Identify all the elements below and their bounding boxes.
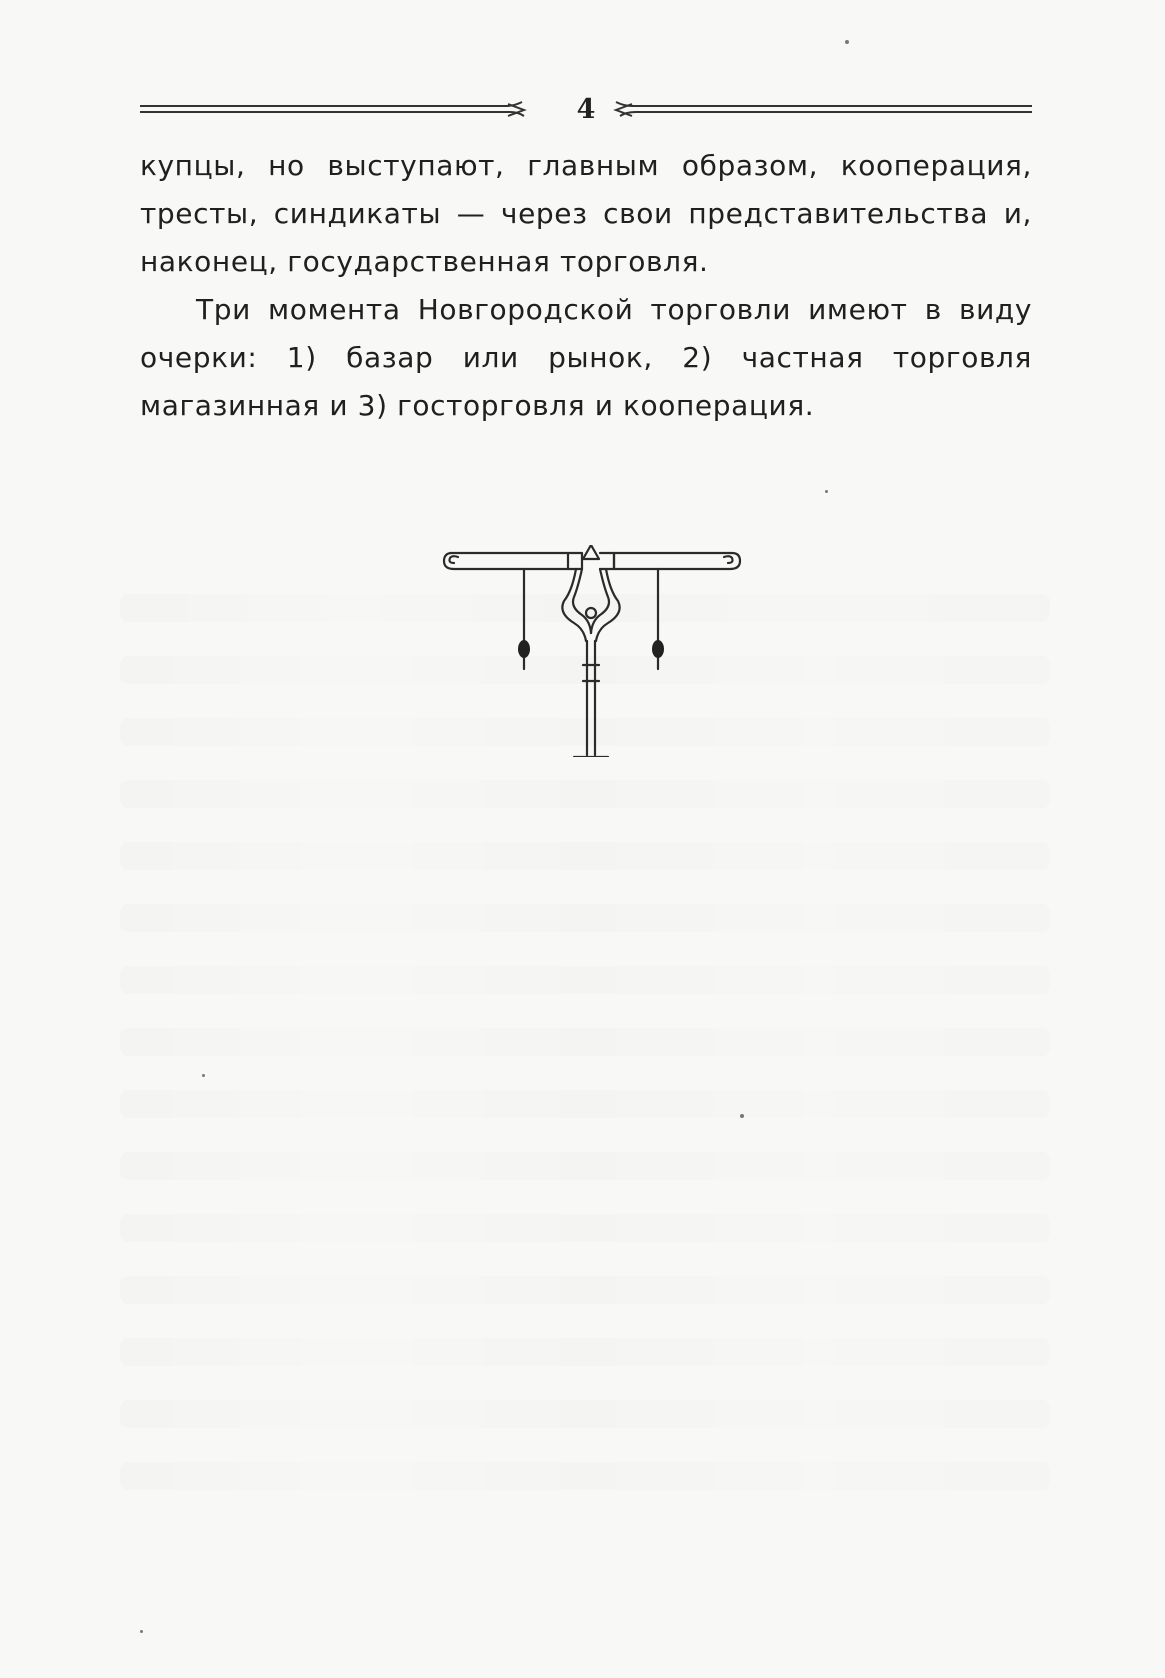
paper-speck (825, 490, 828, 493)
paper-speck (140, 1630, 143, 1633)
text-line: купцы, но выступают, главным образом, кооперация, (140, 149, 1032, 182)
paper-speck (845, 40, 849, 44)
text-line: Три момента Новгородской торговли имеют в виду (196, 293, 1032, 326)
paper-speck (202, 1074, 205, 1077)
text-line: магазинная и 3) госторговля и кооперация. (140, 389, 815, 422)
page-header (138, 94, 1034, 125)
body-text (140, 142, 1032, 430)
text-line: наконец, государственная торговля. (140, 245, 709, 278)
text-line: очерки: 1) базар или рынок, 2) частная торговля (140, 341, 1032, 374)
ornamental-t-bracket-icon (432, 545, 750, 757)
paragraph-1 (140, 142, 1032, 286)
paragraph-2 (140, 286, 1032, 430)
page-number: 4 (576, 94, 596, 125)
text-line: тресты, синдикаты — через свои представительства и, (140, 197, 1032, 230)
paper-speck (740, 1114, 744, 1118)
